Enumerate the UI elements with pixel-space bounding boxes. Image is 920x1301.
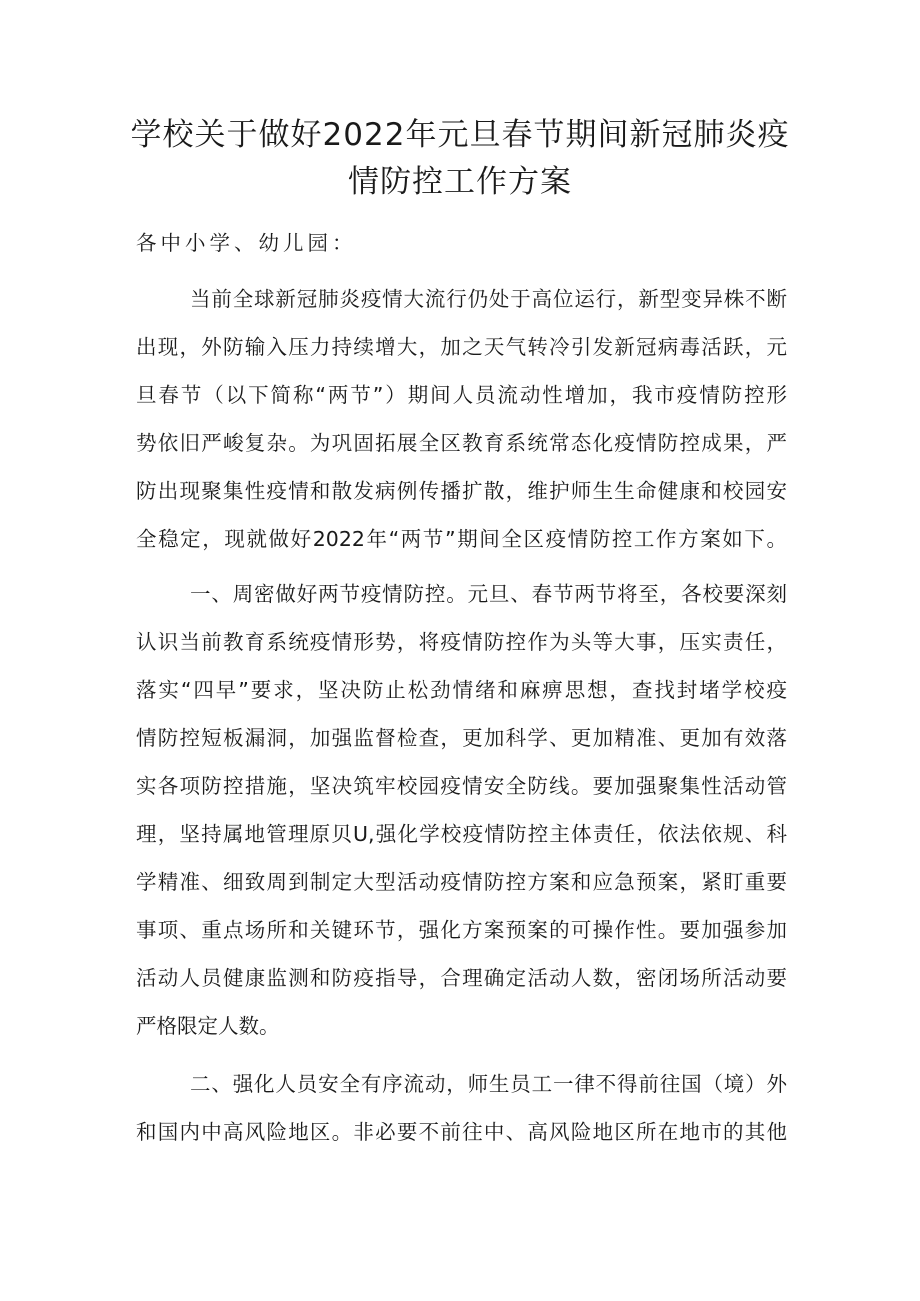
- paragraph-2-line: 事项、重点场所和关键环节，强化方案预案的可操作性。要加强参加: [136, 918, 787, 942]
- paragraph-2-line: 活动人员健康监测和防疫指导，合理确定活动人数，密闭场所活动要: [136, 966, 787, 990]
- paragraph-2-line: 认识当前教育系统疫情形势，将疫情防控作为头等大事，压实责任，: [136, 630, 787, 654]
- paragraph-2-line: 一、周密做好两节疫情防控。元旦、春节两节将至，各校要深刻: [190, 582, 787, 606]
- document-title-line-2: 情防控工作方案: [348, 164, 572, 200]
- paragraph-1-line: 旦春节（以下简称“两节”）期间人员流动性增加，我市疫情防控形: [136, 383, 787, 407]
- paragraph-1-line: 出现，外防输入压力持续增大，加之天气转冷引发新冠病毒活跃，元: [136, 335, 787, 359]
- paragraph-2-line: 情防控短板漏洞，加强监督检查，更加科学、更加精准、更加有效落: [136, 726, 787, 750]
- paragraph-3-line: 二、强化人员安全有序流动，师生员工一律不得前往国（境）外: [190, 1072, 787, 1096]
- paragraph-2-line: 实各项防控措施，坚决筑牢校园疫情安全防线。要加强聚集性活动管: [136, 774, 787, 798]
- paragraph-2-line: 理，坚持属地管理原贝U,强化学校疫情防控主体责任，依法依规、科: [136, 822, 787, 846]
- paragraph-3-line: 和国内中高风险地区。非必要不前往中、高风险地区所在地市的其他: [136, 1120, 787, 1144]
- salutation: 各中小学、幼儿园：: [136, 231, 357, 255]
- paragraph-2-line: 严格限定人数。: [136, 1014, 280, 1038]
- document-title-line-1: 学校关于做好2022年元旦春节期间新冠肺炎疫: [130, 117, 790, 153]
- paragraph-2-line: 落实“四早”要求，坚决防止松劲情绪和麻痹思想，查找封堵学校疫: [136, 678, 787, 702]
- paragraph-2-line: 学精准、细致周到制定大型活动疫情防控方案和应急预案，紧盯重要: [136, 870, 787, 894]
- paragraph-1-line: 防出现聚集性疫情和散发病例传播扩散，维护师生生命健康和校园安: [136, 479, 787, 503]
- paragraph-1-line: 全稳定，现就做好2022年“两节”期间全区疫情防控工作方案如下。: [136, 527, 787, 551]
- paragraph-1-line: 当前全球新冠肺炎疫情大流行仍处于高位运行，新型变异株不断: [190, 287, 787, 311]
- paragraph-1-line: 势依旧严峻复杂。为巩固拓展全区教育系统常态化疫情防控成果，严: [136, 431, 787, 455]
